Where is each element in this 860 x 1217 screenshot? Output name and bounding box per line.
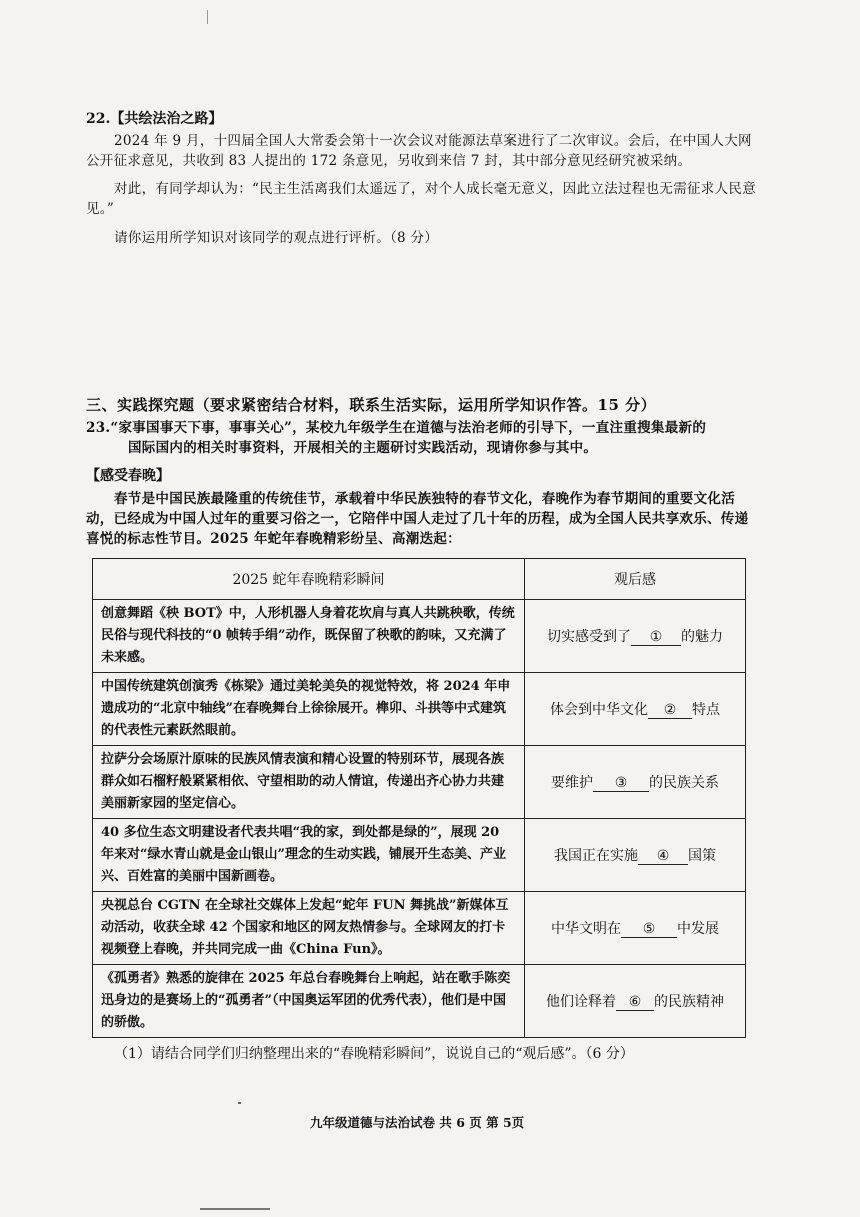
answer-blank: ③	[593, 775, 649, 792]
feeling-suffix: 的民族精神	[654, 994, 724, 1010]
q23-intro-line-1: 23.“家事国事天下事，事事关心”，某校九年级学生在道德与法治老师的引导下，一直注重搜集最新的	[86, 420, 707, 436]
feeling-prefix: 他们诠释着	[546, 994, 616, 1010]
scan-mark-bottom	[200, 1208, 270, 1210]
answer-blank: ④	[638, 848, 688, 865]
feeling-cell	[525, 819, 746, 892]
feeling-prefix: 体会到中华文化	[550, 702, 648, 718]
moment-cell: 40 多位生态文明建设者代表共唱“我的家，到处都是绿的”，展现 20 年来对“绿水青山就是金山银山”理念的生动实践，铺展开生态美、产业兴、百姓富的美丽中国新画卷。	[93, 819, 525, 892]
feeling-suffix: 中发展	[677, 921, 719, 937]
feeling-prefix: 我国正在实施	[554, 848, 638, 864]
scan-mark-dot	[238, 1102, 241, 1104]
feeling-cell	[525, 892, 746, 965]
feeling-prefix: 切实感受到了	[547, 629, 631, 645]
section-3-heading: 三、实践探究题（要求紧密结合材料，联系生活实际，运用所学知识作答。15 分）	[86, 396, 657, 414]
table-header-row	[93, 559, 746, 600]
answer-blank: ①	[631, 629, 681, 646]
feeling-cell	[525, 746, 746, 819]
feeling-cell	[525, 673, 746, 746]
q23-subheading: 【感受春晚】	[86, 468, 170, 484]
page-footer: 九年级道德与法治试卷 共 6 页 第 5页	[310, 1115, 525, 1130]
moment-cell: 央视总台 CGTN 在全球社交媒体上发起“蛇年 FUN 舞挑战”新媒体互动活动，收获全球 42 个国家和地区的网友热情参与。全球网友的打卡视频登上春晚，并共同完成一曲《China Fun》。	[93, 892, 525, 965]
header-moment: 2025 蛇年春晚精彩瞬间	[93, 559, 525, 600]
feeling-cell	[525, 600, 746, 673]
answer-blank: ②	[648, 702, 692, 719]
feeling-prefix: 要维护	[551, 775, 593, 791]
q23-intro	[86, 418, 746, 458]
q22-question: 请你运用所学知识对该同学的观点进行评析。（8 分）	[114, 230, 439, 246]
feeling-prefix: 中华文明在	[551, 921, 621, 937]
table-row	[93, 819, 746, 892]
table-row	[93, 746, 746, 819]
q22-paragraph-1: 2024 年 9 月，十四届全国人大常委会第十一次会议对能源法草案进行了二次审议。会后，在中国人大网公开征求意见，共收到 83 人提出的 172 条意见，另收到来信 7 封，其中部分意见经研究被采纳。	[86, 133, 752, 169]
answer-blank: ⑥	[616, 994, 654, 1011]
moment-cell: 拉萨分会场原汁原味的民族风情表演和精心设置的特别环节，展现各族群众如石榴籽般紧紧相依、守望相助的动人情谊，传递出齐心协力共建美丽新家园的坚定信心。	[93, 746, 525, 819]
table-row	[93, 892, 746, 965]
feeling-suffix: 的民族关系	[649, 775, 719, 791]
header-feeling: 观后感	[525, 559, 746, 600]
q22-paragraph-2: 对此，有同学却认为：“民主生活离我们太遥远了，对个人成长毫无意义，因此立法过程也无需征求人民意见。”	[86, 181, 756, 217]
q23-question-1: （1）请结合同学们归纳整理出来的“春晚精彩瞬间”，说说自己的“观后感”。（6 分）	[114, 1046, 634, 1062]
table-row	[93, 965, 746, 1038]
q23-intro-line-2: 国际国内的相关时事资料，开展相关的主题研讨实践活动，现请你参与其中。	[128, 440, 598, 456]
moment-cell: 中国传统建筑创演秀《栋梁》通过美轮美奂的视觉特效，将 2024 年申遗成功的“北京中轴线”在春晚舞台上徐徐展开。榫卯、斗拱等中式建筑的代表性元素跃然眼前。	[93, 673, 525, 746]
answer-blank: ⑤	[621, 921, 677, 938]
scan-mark-top	[207, 10, 208, 24]
feeling-suffix: 国策	[688, 848, 716, 864]
q22-title: 22.【共绘法治之路】	[86, 111, 223, 127]
spring-gala-table	[92, 558, 746, 1038]
feeling-suffix: 特点	[692, 702, 720, 718]
moment-cell: 创意舞蹈《秧 BOT》中，人形机器人身着花坎肩与真人共跳秧歌，传统民俗与现代科技的“0 帧转手绢”动作，既保留了秧歌的韵味，又充满了未来感。	[93, 600, 525, 673]
q23-paragraph: 春节是中国民族最隆重的传统佳节，承载着中华民族独特的春节文化，春晚作为春节期间的重要文化活动，已经成为中国人过年的重要习俗之一，它陪伴中国人走过了几十年的历程，成为全国人民共享欢乐、传递喜悦的标志性节目。2025 年蛇年春晚精彩纷呈、高潮迭起：	[86, 491, 749, 547]
table-row	[93, 600, 746, 673]
feeling-cell	[525, 965, 746, 1038]
moment-cell: 《孤勇者》熟悉的旋律在 2025 年总台春晚舞台上响起，站在歌手陈奕迅身边的是赛场上的“孤勇者”（中国奥运军团的优秀代表），他们是中国的骄傲。	[93, 965, 525, 1038]
table-row	[93, 673, 746, 746]
feeling-suffix: 的魅力	[681, 629, 723, 645]
